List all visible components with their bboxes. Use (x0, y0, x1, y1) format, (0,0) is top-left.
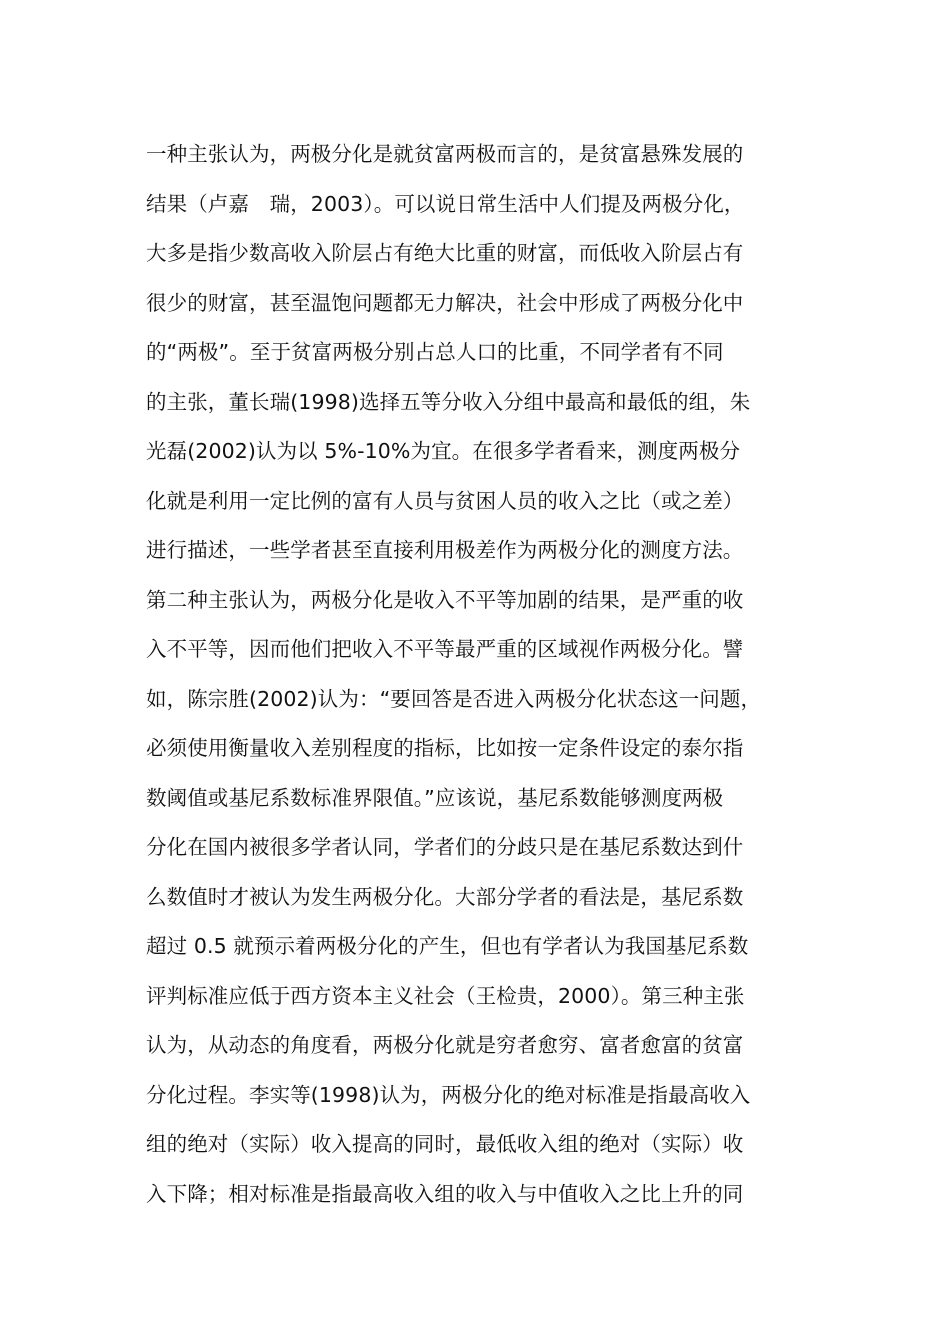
body-paragraph (146, 130, 836, 1219)
text-line: 结果（卢嘉 瑞，2003）。可以说日常生活中人们提及两极分化， (146, 191, 745, 216)
text-line: 组的绝对（实际）收入提高的同时，最低收入组的绝对（实际）收 (146, 1132, 744, 1156)
text-line: 么数值时才被认为发生两极分化。大部分学者的看法是，基尼系数 (146, 884, 744, 909)
text-line: 数阈值或基尼系数标准界限值。”应该说，基尼系数能够测度两极 (146, 785, 724, 810)
text-line: 的“两极”。至于贫富两极分别占总人口的比重，不同学者有不同 (146, 340, 724, 364)
text-line: 的主张，董长瑞(1998)选择五等分收入分组中最高和最低的组，朱 (146, 389, 751, 414)
text-line: 如，陈宗胜(2002)认为：“要回答是否进入两极分化状态这一问题， (146, 686, 762, 711)
text-line: 光磊(2002)认为以 5%-10%为宜。在很多学者看来，测度两极分 (146, 439, 741, 463)
text-line: 进行描述，一些学者甚至直接利用极差作为两极分化的测度方法。 (146, 538, 744, 562)
text-line: 大多是指少数高收入阶层占有绝大比重的财富，而低收入阶层占有 (146, 241, 744, 265)
text-line: 很少的财富，甚至温饱问题都无力解决，社会中形成了两极分化中 (146, 290, 744, 315)
text-line: 必须使用衡量收入差别程度的指标，比如按一定条件设定的泰尔指 (146, 736, 744, 760)
text-line: 入不平等，因而他们把收入不平等最严重的区域视作两极分化。譬 (146, 637, 744, 661)
text-line: 分化过程。李实等(1998)认为，两极分化的绝对标准是指最高收入 (146, 1082, 751, 1107)
text-line: 认为，从动态的角度看，两极分化就是穷者愈穷、富者愈富的贫富 (146, 1033, 744, 1057)
text-line: 一种主张认为，两极分化是就贫富两极而言的，是贫富悬殊发展的 (146, 142, 744, 166)
text-line: 第二种主张认为，两极分化是收入不平等加剧的结果，是严重的收 (146, 587, 744, 612)
text-line: 评判标准应低于西方资本主义社会（王检贵，2000）。第三种主张 (146, 983, 745, 1008)
text-line: 超过 0.5 就预示着两极分化的产生，但也有学者认为我国基尼系数 (146, 934, 749, 958)
text-line: 化就是利用一定比例的富有人员与贫困人员的收入之比（或之差） (146, 488, 744, 513)
text-line: 分化在国内被很多学者认同，学者们的分歧只是在基尼系数达到什 (146, 835, 744, 859)
text-line: 入下降；相对标准是指最高收入组的收入与中值收入之比上升的同 (146, 1181, 744, 1206)
